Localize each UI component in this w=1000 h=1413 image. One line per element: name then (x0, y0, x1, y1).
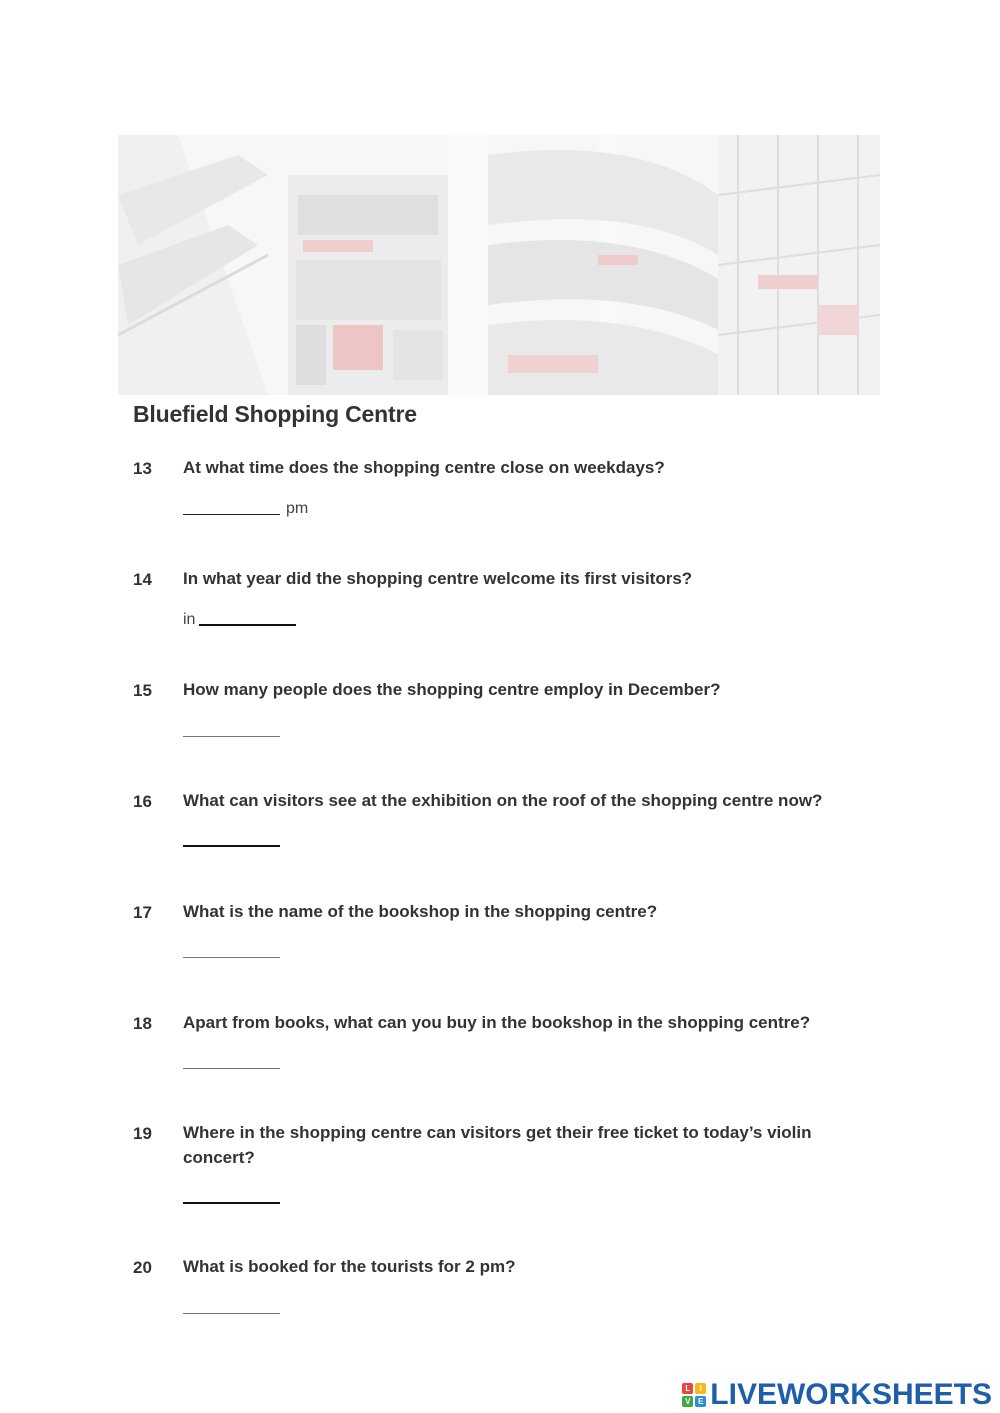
logo-text: LIVEWORKSHEETS (710, 1378, 992, 1411)
logo-letter: L (682, 1383, 693, 1394)
answer-blank[interactable] (183, 736, 280, 737)
answer-blank[interactable] (183, 1068, 280, 1069)
question-text: At what time does the shopping centre close on weekdays? (183, 458, 665, 477)
question-text: What can visitors see at the exhibition on the roof of the shopping centre now? (183, 791, 823, 810)
answer-row (183, 828, 280, 850)
logo-letter: I (695, 1383, 706, 1394)
answer-row (183, 718, 280, 740)
answer-prefix: in (183, 611, 196, 628)
liveworksheets-logo[interactable] (682, 1378, 992, 1412)
question-number: 18 (133, 1014, 152, 1033)
answer-blank[interactable] (199, 624, 296, 626)
question-text: In what year did the shopping centre welcome its first visitors? (183, 569, 693, 588)
shopping-centre-photo (118, 135, 880, 395)
question-text: What is the name of the bookshop in the shopping centre? (183, 902, 658, 921)
question-text: Where in the shopping centre can visitors get their free ticket to today’s violin concert? (183, 1123, 812, 1167)
logo-letter: V (682, 1396, 693, 1407)
answer-suffix: pm (286, 500, 309, 517)
answer-blank[interactable] (183, 957, 280, 958)
page-title: Bluefield Shopping Centre (133, 401, 417, 427)
question-number: 20 (133, 1258, 152, 1277)
question-number: 15 (133, 681, 152, 700)
answer-row (183, 496, 308, 518)
answer-blank[interactable] (183, 1202, 280, 1204)
logo-letter: E (695, 1396, 706, 1407)
answer-row (183, 939, 280, 961)
answer-row (183, 1050, 280, 1072)
answer-row (183, 1295, 280, 1317)
logo-grid-icon (682, 1383, 706, 1407)
question-text: Apart from books, what can you buy in the bookshop in the shopping centre? (183, 1013, 811, 1032)
question-number: 13 (133, 459, 152, 478)
question-text: What is booked for the tourists for 2 pm? (183, 1257, 516, 1276)
question-number: 16 (133, 792, 152, 811)
answer-blank[interactable] (183, 845, 280, 847)
answer-blank[interactable] (183, 1313, 280, 1314)
question-number: 14 (133, 570, 152, 589)
question-text: How many people does the shopping centre employ in December? (183, 680, 721, 699)
answer-blank[interactable] (183, 514, 280, 515)
answer-row (183, 1185, 280, 1207)
question-number: 19 (133, 1124, 152, 1143)
question-number: 17 (133, 903, 152, 922)
answer-row (183, 607, 296, 629)
